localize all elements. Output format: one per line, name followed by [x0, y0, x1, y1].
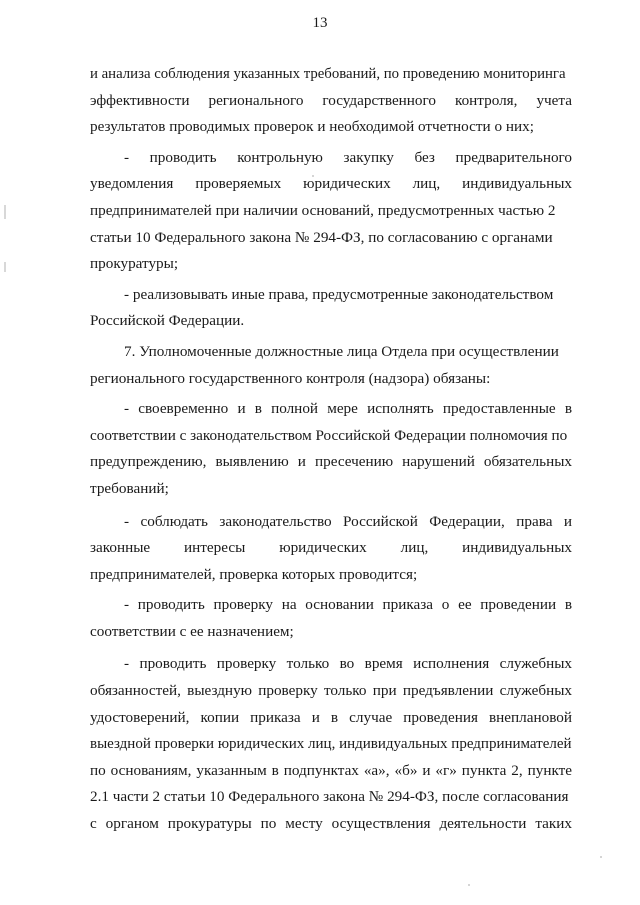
- document-body: [90, 61, 572, 838]
- scan-speck: [468, 884, 470, 886]
- text-line: с органом прокуратуры по месту осуществления деятельности таких: [90, 815, 572, 833]
- scan-margin-mark: [4, 262, 6, 272]
- scan-speck: [600, 856, 602, 858]
- text-line: выездной проверки юридических лиц, индивидуальных предпринимателей: [90, 736, 572, 753]
- text-line: удостоверений, копии приказа и в случае проведения внеплановой: [90, 708, 572, 726]
- text-line: регионального государственного контроля (надзора) обязаны:: [90, 369, 491, 387]
- page-number: 13: [312, 15, 328, 31]
- text-line: - проводить проверку на основании приказа о ее проведении в: [124, 596, 572, 614]
- text-line: - проводить контрольную закупку без предварительного: [124, 148, 572, 166]
- text-line: 7. Уполномоченные должностные лица Отдела при осуществлении: [124, 342, 559, 360]
- text-line: - соблюдать законодательство Российской Федерации, права и: [124, 512, 572, 530]
- text-line: результатов проводимых проверок и необходимой отчетности о них;: [90, 118, 534, 136]
- text-line: Российской Федерации.: [90, 312, 245, 330]
- text-line: требований;: [90, 479, 169, 497]
- text-line: предпринимателей, проверка которых проводится;: [90, 565, 418, 583]
- text-line: по основаниям, указанным в подпунктах «а», «б» и «г» пункта 2, пункте: [90, 761, 572, 779]
- text-line: прокуратуры;: [90, 255, 179, 273]
- scan-margin-mark: [4, 205, 6, 219]
- text-line: обязанностей, выездную проверку только при предъявлении служебных: [90, 682, 572, 700]
- text-line: уведомления проверяемых юридических лиц, индивидуальных: [90, 175, 572, 193]
- text-line: - своевременно и в полной мере исполнять предоставленные в: [124, 400, 572, 418]
- text-line: и анализа соблюдения указанных требований, по проведению мониторинга: [90, 66, 566, 82]
- text-line: - реализовывать иные права, предусмотренные законодательством: [124, 285, 554, 303]
- text-line: предпринимателей при наличии оснований, предусмотренных частью 2: [90, 201, 556, 219]
- text-line: соответствии с ее назначением;: [90, 622, 294, 640]
- text-line: законные интересы юридических лиц, индивидуальных: [90, 539, 572, 557]
- text-line: 2.1 части 2 статьи 10 Федерального закона № 294-ФЗ, после согласования: [90, 788, 569, 806]
- text-line: статьи 10 Федерального закона № 294-ФЗ, по согласованию с органами: [90, 228, 553, 246]
- text-line: соответствии с законодательством Российской Федерации полномочия по: [90, 426, 568, 444]
- text-line: эффективности регионального государственного контроля, учета: [90, 91, 572, 109]
- text-line: - проводить проверку только во время исполнения служебных: [124, 655, 572, 673]
- text-line: предупреждению, выявлению и пресечению нарушений обязательных: [90, 453, 572, 471]
